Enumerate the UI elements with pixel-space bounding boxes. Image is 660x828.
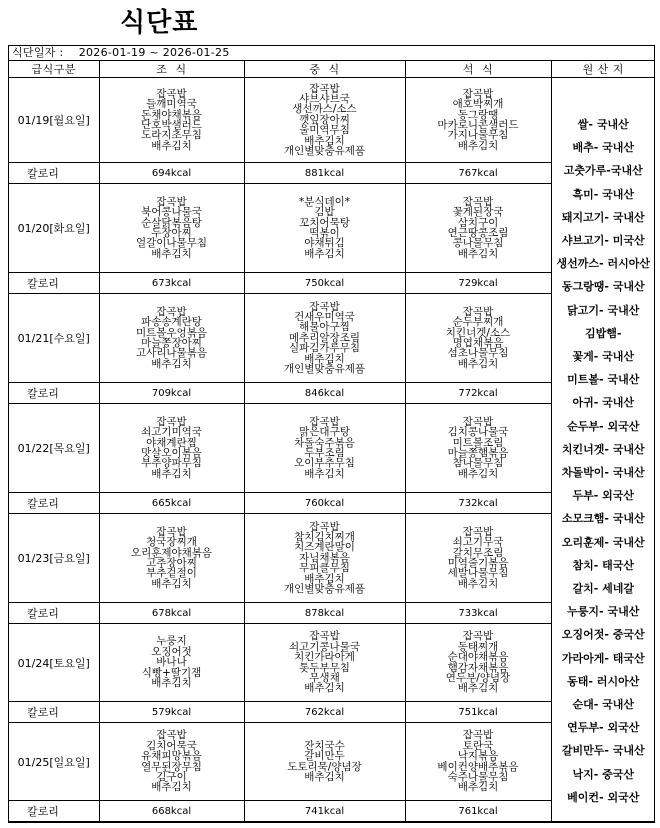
menu-item: 동그랑땡 bbox=[457, 108, 499, 121]
menu-item: 식빵+딸기잼 bbox=[141, 666, 202, 679]
menu-item: 톳두부무침 bbox=[299, 661, 350, 674]
lunch-calorie: 750kcal bbox=[244, 273, 405, 294]
menu-item: 잡곡밥 bbox=[156, 415, 187, 428]
menu-item: 마늘쫑햄볶음 bbox=[447, 447, 509, 459]
menu-item: 오징어젓 bbox=[151, 645, 192, 658]
day-label: 01/19[월요일] bbox=[9, 78, 99, 163]
menu-item: 치킨너겟/소스 bbox=[445, 326, 511, 339]
menu-item: 배추김치 bbox=[151, 467, 192, 480]
menu-item: 배추김치 bbox=[304, 134, 345, 147]
menu-item: 잡곡밥 bbox=[156, 729, 187, 742]
breakfast-calorie: 678kcal bbox=[99, 603, 244, 624]
breakfast-menu bbox=[99, 624, 244, 702]
menu-item: 삼치구이 bbox=[457, 216, 499, 229]
calorie-label: 칼로리 bbox=[9, 163, 99, 184]
menu-item: 고추장아찌 bbox=[146, 557, 197, 569]
menu-item: 개인별맞춤유제품 bbox=[283, 583, 366, 596]
menu-item: 고사리나물볶음 bbox=[135, 347, 207, 360]
day-label: 01/20[화요일] bbox=[9, 184, 99, 273]
origin-item: 동태- 러시아산 bbox=[567, 674, 640, 688]
menu-item: 순두부찌개 bbox=[452, 316, 504, 329]
menu-item: 순살닭볶음탕 bbox=[141, 216, 202, 229]
menu-item: 배추김치 bbox=[151, 781, 192, 794]
menu-item: 잡곡밥 bbox=[309, 82, 340, 95]
lunch-menu bbox=[244, 624, 405, 702]
menu-sheet bbox=[8, 45, 655, 823]
origin-item: 꽃게- 국내산 bbox=[572, 350, 635, 364]
menu-item: 배추김치 bbox=[151, 357, 192, 370]
menu-item: 잡곡밥 bbox=[309, 415, 340, 428]
breakfast-calorie: 668kcal bbox=[99, 801, 244, 822]
menu-item: 얼갈이나물무침 bbox=[135, 237, 207, 250]
menu-item: 배추김치 bbox=[457, 682, 499, 695]
menu-item: 명엽채볶음 bbox=[452, 337, 504, 349]
menu-item: 꼬치어묵탕 bbox=[299, 216, 350, 229]
menu-item: *분식데이* bbox=[298, 195, 351, 208]
menu-item: 돈채야채볶음 bbox=[141, 108, 202, 121]
menu-item: 무피클무침 bbox=[299, 562, 350, 575]
origin-item: 가라아게- 태국산 bbox=[561, 651, 645, 665]
page-title: 식단표 bbox=[120, 8, 199, 38]
menu-item: 쇠고기미역국 bbox=[141, 426, 202, 439]
header-dinner: 석 식 bbox=[405, 61, 551, 78]
menu-item: 잡곡밥 bbox=[309, 300, 340, 313]
dinner-menu bbox=[405, 78, 551, 163]
menu-item: 김구이 bbox=[156, 770, 187, 783]
menu-item: 김치콩나물국 bbox=[447, 426, 509, 439]
dinner-menu bbox=[405, 404, 551, 493]
lunch-calorie: 741kcal bbox=[244, 801, 405, 822]
origin-item: 닭고기- 국내산 bbox=[567, 303, 640, 317]
menu-item: 차돌숙주볶음 bbox=[294, 436, 355, 449]
dinner-calorie: 732kcal bbox=[405, 493, 551, 514]
menu-item: 마카로니콘샐러드 bbox=[437, 119, 519, 131]
dinner-menu bbox=[405, 294, 551, 383]
menu-item: 미트볼우엉볶음 bbox=[135, 326, 207, 339]
menu-item: 부추양파무침 bbox=[141, 457, 202, 470]
menu-item: 잡곡밥 bbox=[309, 630, 340, 643]
menu-row bbox=[9, 78, 655, 163]
dinner-calorie: 761kcal bbox=[405, 801, 551, 822]
menu-item: 배추김치 bbox=[151, 577, 192, 590]
origin-item: 두부- 외국산 bbox=[572, 489, 635, 503]
origin-item: 오징어젓- 중국산 bbox=[561, 628, 645, 642]
menu-item: 갈치무조림 bbox=[452, 546, 504, 559]
origin-item: 미트볼- 국내산 bbox=[567, 373, 640, 387]
header-origin: 원 산 지 bbox=[551, 61, 655, 78]
origin-item: 오리훈제- 국내산 bbox=[561, 535, 645, 549]
breakfast-calorie: 665kcal bbox=[99, 493, 244, 514]
lunch-calorie: 878kcal bbox=[244, 603, 405, 624]
menu-item: 샤브샤브국 bbox=[299, 92, 350, 105]
menu-item: 참나물무침 bbox=[452, 457, 504, 470]
origin-item: 낙지- 중국산 bbox=[572, 767, 635, 781]
menu-item: 오이부추무침 bbox=[294, 457, 355, 470]
menu-item: 마늘쫑장아찌 bbox=[141, 337, 202, 349]
breakfast-menu bbox=[99, 723, 244, 801]
menu-item: 김치어묵국 bbox=[146, 739, 197, 752]
menu-item: 콩나물무침 bbox=[452, 237, 504, 250]
menu-item: 자님채볶음 bbox=[299, 551, 350, 564]
menu-item: 동태찌개 bbox=[457, 640, 499, 653]
menu-item: 김밥 bbox=[314, 206, 335, 219]
lunch-menu bbox=[244, 294, 405, 383]
menu-item: 배추김치 bbox=[304, 572, 345, 585]
lunch-calorie: 846kcal bbox=[244, 383, 405, 404]
origin-item: 소모크햄- 국내산 bbox=[561, 512, 645, 526]
menu-item: 배추김치 bbox=[457, 247, 499, 260]
origin-item: 연두부- 외국산 bbox=[567, 721, 640, 735]
menu-item: 개인별맞춤유제품 bbox=[283, 145, 366, 158]
menu-item: 단호박샐러드 bbox=[141, 119, 202, 131]
menu-item: 배추김치 bbox=[151, 139, 192, 152]
menu-item: 애호박찌개 bbox=[452, 98, 504, 111]
dinner-menu bbox=[405, 624, 551, 702]
calorie-label: 칼로리 bbox=[9, 493, 99, 514]
breakfast-calorie: 579kcal bbox=[99, 702, 244, 723]
menu-item: 참치김치찌개 bbox=[294, 530, 355, 543]
menu-item: 세발나물무침 bbox=[447, 567, 509, 580]
menu-item: 열무된장무침 bbox=[141, 760, 202, 773]
calorie-label: 칼로리 bbox=[9, 273, 99, 294]
calorie-label: 칼로리 bbox=[9, 702, 99, 723]
origin-item: 순대- 국내산 bbox=[572, 698, 635, 712]
dinner-menu bbox=[405, 514, 551, 603]
day-label: 01/25[일요일] bbox=[9, 723, 99, 801]
menu-item: 잡곡밥 bbox=[462, 415, 494, 428]
menu-item: 누룽지 bbox=[156, 635, 187, 648]
menu-item: 미트볼조림 bbox=[452, 436, 504, 449]
period-label: 식단일자 : 2026-01-19 ~ 2026-01-25 bbox=[9, 46, 654, 61]
origin-item: 순두부- 외국산 bbox=[567, 419, 640, 433]
menu-item: 잡곡밥 bbox=[462, 87, 494, 100]
menu-item: 실파김가루무침 bbox=[288, 342, 360, 355]
menu-item: 꽃게된장국 bbox=[452, 206, 504, 219]
menu-item: 잡곡밥 bbox=[309, 520, 340, 533]
menu-item: 쇠고기콩나물국 bbox=[288, 640, 360, 653]
menu-item: 잡곡밥 bbox=[156, 305, 187, 318]
menu-item: 잡곡밥 bbox=[462, 195, 494, 208]
lunch-calorie: 881kcal bbox=[244, 163, 405, 184]
menu-item: 들깨미역국 bbox=[146, 98, 197, 111]
menu-item: 야채계란찜 bbox=[146, 436, 197, 449]
menu-item: 갈비만두 bbox=[304, 750, 345, 763]
menu-item: 오리훈제야채볶음 bbox=[130, 546, 213, 559]
menu-item: 배추김치 bbox=[457, 139, 499, 152]
origin-item: 샤브고기- 미국산 bbox=[561, 234, 645, 248]
menu-item: 햄감자채볶음 bbox=[447, 661, 509, 674]
origin-item: 참치- 태국산 bbox=[572, 558, 635, 572]
lunch-menu bbox=[244, 404, 405, 493]
breakfast-menu bbox=[99, 184, 244, 273]
menu-item: 배추김치 bbox=[457, 357, 499, 370]
menu-item: 배추김치 bbox=[457, 577, 499, 590]
lunch-calorie: 762kcal bbox=[244, 702, 405, 723]
menu-item: 베이컨양배추볶음 bbox=[437, 760, 519, 773]
menu-item: 잡곡밥 bbox=[156, 195, 187, 208]
menu-item: 맑은대구탕 bbox=[299, 426, 350, 439]
menu-item: 도라지초무침 bbox=[141, 129, 202, 142]
origin-item: 생선까스- 러시아산 bbox=[556, 257, 650, 271]
menu-item: 배추김치 bbox=[304, 352, 345, 365]
dinner-calorie: 772kcal bbox=[405, 383, 551, 404]
menu-item: 연두부/양념장 bbox=[445, 671, 511, 684]
origin-item: 누룽지- 국내산 bbox=[567, 605, 640, 619]
dinner-calorie: 751kcal bbox=[405, 702, 551, 723]
header-lunch: 중 식 bbox=[244, 61, 405, 78]
menu-item: 개인별맞춤유제품 bbox=[283, 363, 366, 376]
menu-item: 잡곡밥 bbox=[462, 305, 494, 318]
menu-item: 배추김치 bbox=[304, 467, 345, 480]
menu-item: 생선까스/소스 bbox=[292, 103, 357, 116]
menu-item: 연근땅콩조림 bbox=[447, 227, 509, 239]
menu-item: 가지나물무침 bbox=[447, 129, 509, 142]
calorie-label: 칼로리 bbox=[9, 603, 99, 624]
menu-item: 떡볶이 bbox=[309, 227, 340, 239]
origin-item: 치킨너겟- 국내산 bbox=[561, 442, 645, 456]
menu-item: 무생채 bbox=[309, 671, 340, 684]
header-breakfast: 조 식 bbox=[99, 61, 244, 78]
dinner-menu bbox=[405, 723, 551, 801]
menu-item: 순대야채볶음 bbox=[447, 651, 509, 664]
day-label: 01/21[수요일] bbox=[9, 294, 99, 383]
menu-item: 부추겉절이 bbox=[146, 567, 197, 580]
origin-item: 갈치- 세네갈 bbox=[572, 582, 635, 596]
header-category: 급식구분 bbox=[9, 61, 99, 78]
menu-item: 울미역무침 bbox=[299, 124, 350, 137]
origin-item: 흑미- 국내산 bbox=[572, 187, 635, 201]
dinner-menu bbox=[405, 184, 551, 273]
origin-item: 베이컨- 외국산 bbox=[567, 790, 640, 804]
day-label: 01/23[금요일] bbox=[9, 514, 99, 603]
menu-item: 맛살오이볶음 bbox=[141, 447, 202, 459]
origin-item: 차돌박이- 국내산 bbox=[561, 466, 645, 480]
lunch-menu bbox=[244, 184, 405, 273]
dinner-calorie: 729kcal bbox=[405, 273, 551, 294]
day-label: 01/22[목요일] bbox=[9, 404, 99, 493]
menu-item: 배추김치 bbox=[457, 467, 499, 480]
breakfast-menu bbox=[99, 78, 244, 163]
menu-item: 치킨가라아게 bbox=[294, 651, 355, 664]
menu-item: 숙주나물무침 bbox=[447, 770, 509, 783]
breakfast-menu bbox=[99, 514, 244, 603]
origin-item: 김밥햄- bbox=[585, 326, 622, 340]
origin-item: 쌀- 국내산 bbox=[577, 118, 629, 131]
menu-item: 메추리알장조림 bbox=[288, 331, 360, 344]
menu-item: 배추김치 bbox=[151, 677, 192, 690]
menu-item: 잡곡밥 bbox=[156, 525, 187, 538]
menu-item: 잡곡밥 bbox=[156, 87, 187, 100]
menu-item: 배추김치 bbox=[304, 247, 345, 260]
breakfast-calorie: 694kcal bbox=[99, 163, 244, 184]
menu-item: 도토리묵/양념장 bbox=[287, 760, 362, 773]
menu-item: 해물아구찜 bbox=[299, 321, 350, 334]
header-row bbox=[9, 61, 655, 78]
menu-item: 섬초나물무침 bbox=[447, 347, 509, 360]
breakfast-menu bbox=[99, 294, 244, 383]
origin-item: 아귀- 국내산 bbox=[572, 396, 635, 410]
lunch-menu bbox=[244, 723, 405, 801]
dinner-calorie: 733kcal bbox=[405, 603, 551, 624]
breakfast-menu bbox=[99, 404, 244, 493]
lunch-menu bbox=[244, 78, 405, 163]
menu-item: 두장아찌 bbox=[151, 227, 192, 239]
menu-item: 건새우미역국 bbox=[294, 310, 355, 323]
calorie-label: 칼로리 bbox=[9, 801, 99, 822]
origin-item: 갈비만두- 국내산 bbox=[561, 744, 645, 758]
menu-item: 미역줄기볶음 bbox=[447, 557, 509, 569]
lunch-menu bbox=[244, 514, 405, 603]
menu-item: 치즈계란말이 bbox=[294, 541, 355, 554]
origin-list bbox=[551, 78, 655, 822]
origin-item: 고춧가루-국내산 bbox=[563, 164, 643, 178]
origin-item: 돼지고기- 국내산 bbox=[561, 210, 645, 224]
menu-item: 토란국 bbox=[462, 739, 494, 752]
calorie-label: 칼로리 bbox=[9, 383, 99, 404]
menu-item: 쇠고기무국 bbox=[452, 536, 504, 549]
breakfast-calorie: 709kcal bbox=[99, 383, 244, 404]
lunch-calorie: 760kcal bbox=[244, 493, 405, 514]
menu-item: 야채튀김 bbox=[304, 237, 345, 250]
menu-item: 배추김치 bbox=[304, 682, 345, 695]
origin-item: 동그랑땡- 국내산 bbox=[561, 280, 645, 294]
menu-item: 잔치국수 bbox=[304, 739, 345, 752]
menu-item: 배추김치 bbox=[151, 247, 192, 260]
menu-item: 배추김치 bbox=[457, 781, 499, 794]
menu-item: 북어콩나물국 bbox=[141, 206, 202, 219]
menu-table bbox=[9, 61, 655, 822]
origin-item: 배추- 국내산 bbox=[572, 141, 635, 155]
menu-item: 바나나 bbox=[156, 656, 187, 669]
day-label: 01/24[토요일] bbox=[9, 624, 99, 702]
menu-item: 잡곡밥 bbox=[462, 729, 494, 742]
menu-item: 파송송계란탕 bbox=[141, 316, 202, 329]
menu-item: 청국장찌개 bbox=[146, 536, 197, 549]
menu-item: 낙지볶음 bbox=[457, 750, 499, 763]
menu-item: 유채피망볶음 bbox=[141, 750, 202, 763]
menu-item: 깻잎장아찌 bbox=[299, 113, 350, 126]
menu-item: 배추김치 bbox=[304, 770, 345, 783]
menu-item: 두부조림 bbox=[304, 447, 345, 459]
menu-item: 잡곡밥 bbox=[462, 525, 494, 538]
dinner-calorie: 767kcal bbox=[405, 163, 551, 184]
breakfast-calorie: 673kcal bbox=[99, 273, 244, 294]
menu-item: 잡곡밥 bbox=[462, 630, 494, 643]
